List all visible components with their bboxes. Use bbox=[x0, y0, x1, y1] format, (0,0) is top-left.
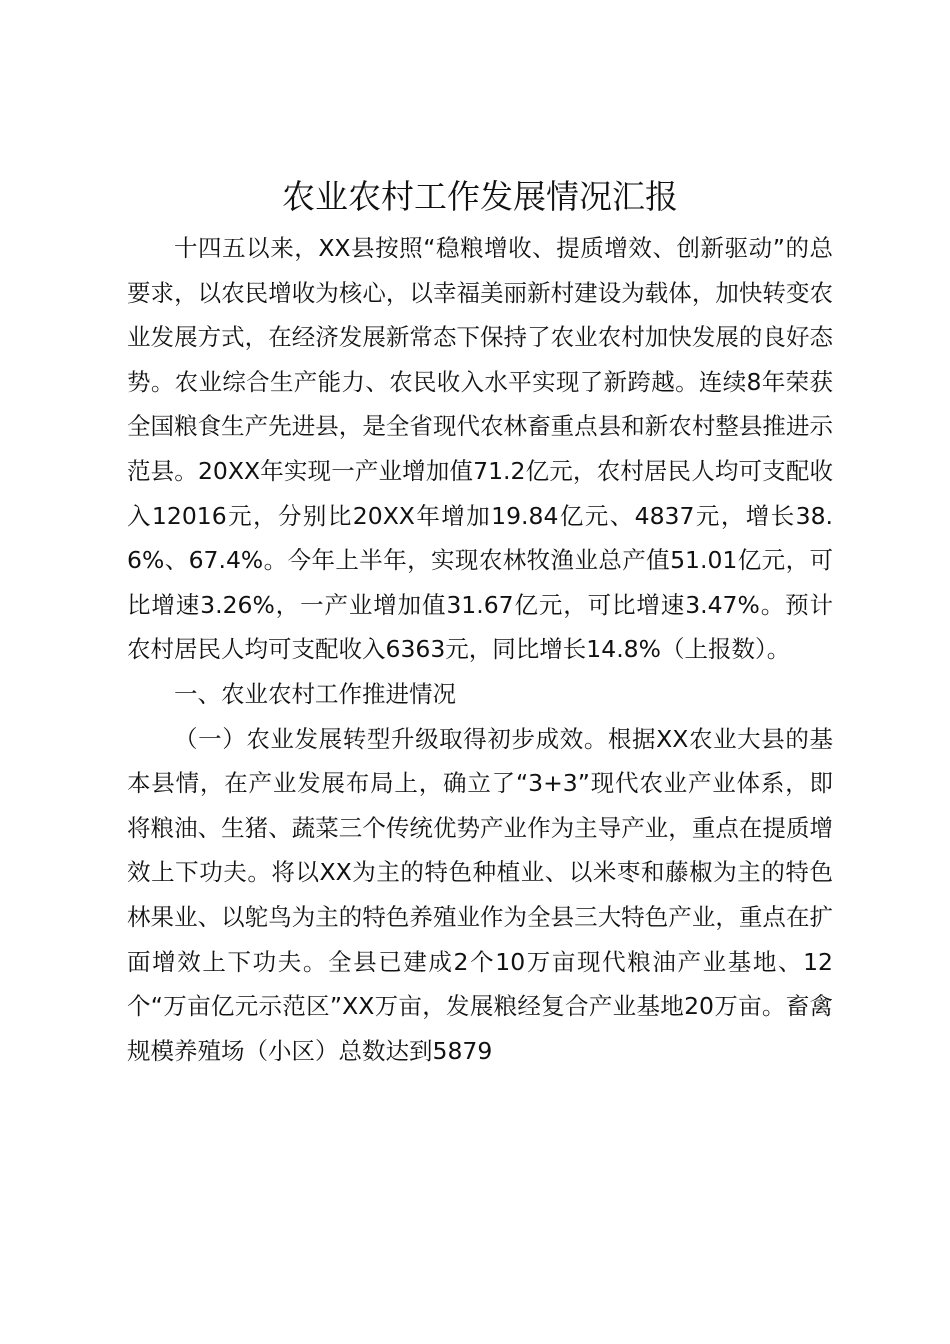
document-page bbox=[127, 168, 833, 1073]
subsection-paragraph: （一）农业发展转型升级取得初步成效。根据XX农业大县的基本县情，在产业发展布局上，确立了“3+3”现代农业产业体系，即将粮油、生猪、蔬菜三个传统优势产业作为主导产业，重点在提质增效上下功夫。将以XX为主的特色种植业、以米枣和藤椒为主的特色林果业、以鸵鸟为主的特色养殖业作为全县三大特色产业，重点在扩面增效上下功夫。全县已建成2个10万亩现代粮油产业基地、12个“万亩亿元示范区”XX万亩，发展粮经复合产业基地20万亩。畜禽规模养殖场（小区）总数达到5879 bbox=[127, 724, 833, 1065]
section-heading: 一、农业农村工作推进情况 bbox=[174, 679, 456, 708]
intro-paragraph: 十四五以来，XX县按照“稳粮增收、提质增效、创新驱动”的总要求，以农民增收为核心，以幸福美丽新村建设为载体，加快转变农业发展方式，在经济发展新常态下保持了农业农村加快发展的良好态势。农业综合生产能力、农民收入水平实现了新跨越。连续8年荣获全国粮食生产先进县，是全省现代农林畜重点县和新农村整县推进示范县。20XX年实现一产业增加值71.2亿元，农村居民人均可支配收入12016元，分别比20XX年增加19.84亿元、4837元，增长38.6%、67.4%。今年上半年，实现农林牧渔业总产值51.01亿元，可比增速3.26%，一产业增加值31.67亿元，可比增速3.47%。预计农村居民人均可支配收入6363元，同比增长14.8%（上报数）。 bbox=[127, 234, 833, 664]
document-title: 农业农村工作发展情况汇报 bbox=[282, 177, 678, 216]
